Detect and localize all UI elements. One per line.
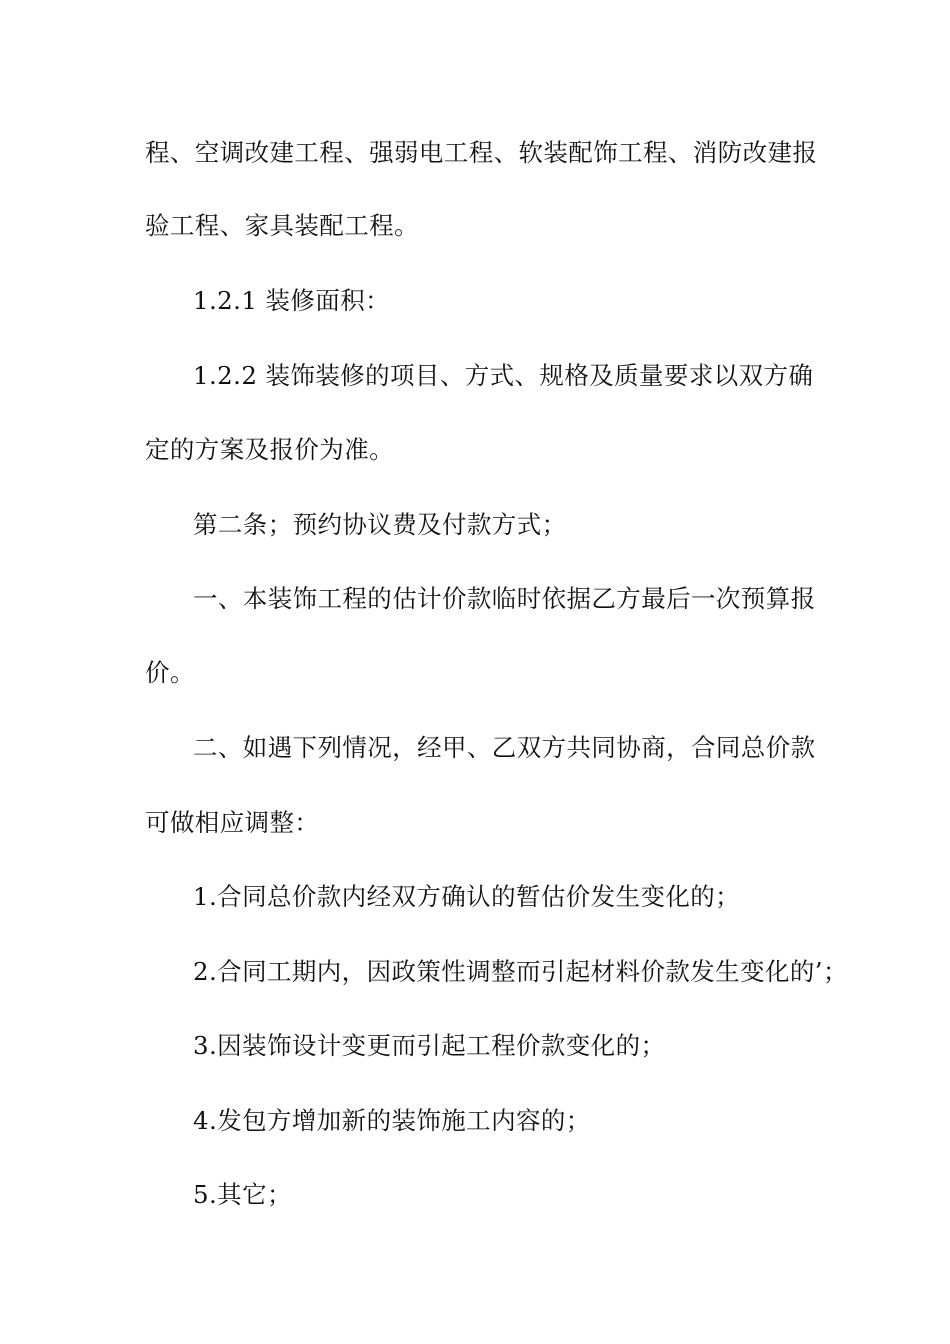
paragraph-line: 程、空调改建工程、强弱电工程、软装配饰工程、消防改建报 <box>145 138 818 167</box>
paragraph-line: 二、如遇下列情况，经甲、乙双方共同协商，合同总价款 <box>193 733 816 762</box>
paragraph-line: 验工程、家具装配工程。 <box>145 211 419 240</box>
paragraph-line: 定的方案及报价为准。 <box>145 435 394 464</box>
list-item: 3.因装饰设计变更而引起工程价款变化的； <box>193 1031 666 1060</box>
list-item: 5.其它； <box>193 1180 292 1209</box>
paragraph-line: 1.2.2 装饰装修的项目、方式、规格及质量要求以双方确 <box>193 361 814 390</box>
paragraph-line: 一、本装饰工程的估计价款临时依据乙方最后一次预算报 <box>193 584 816 613</box>
section-heading: 1.2.1 装修面积： <box>193 286 391 315</box>
paragraph-line: 价。 <box>145 658 195 687</box>
article-heading: 第二条；预约协议费及付款方式； <box>193 510 567 539</box>
list-item: 2.合同工期内，因政策性调整而引起材料价款发生变化的’； <box>193 957 848 986</box>
list-item: 4.发包方增加新的装饰施工内容的； <box>193 1106 591 1135</box>
list-item: 1.合同总价款内经双方确认的暂估价发生变化的； <box>193 882 741 911</box>
paragraph-line: 可做相应调整： <box>145 808 320 837</box>
